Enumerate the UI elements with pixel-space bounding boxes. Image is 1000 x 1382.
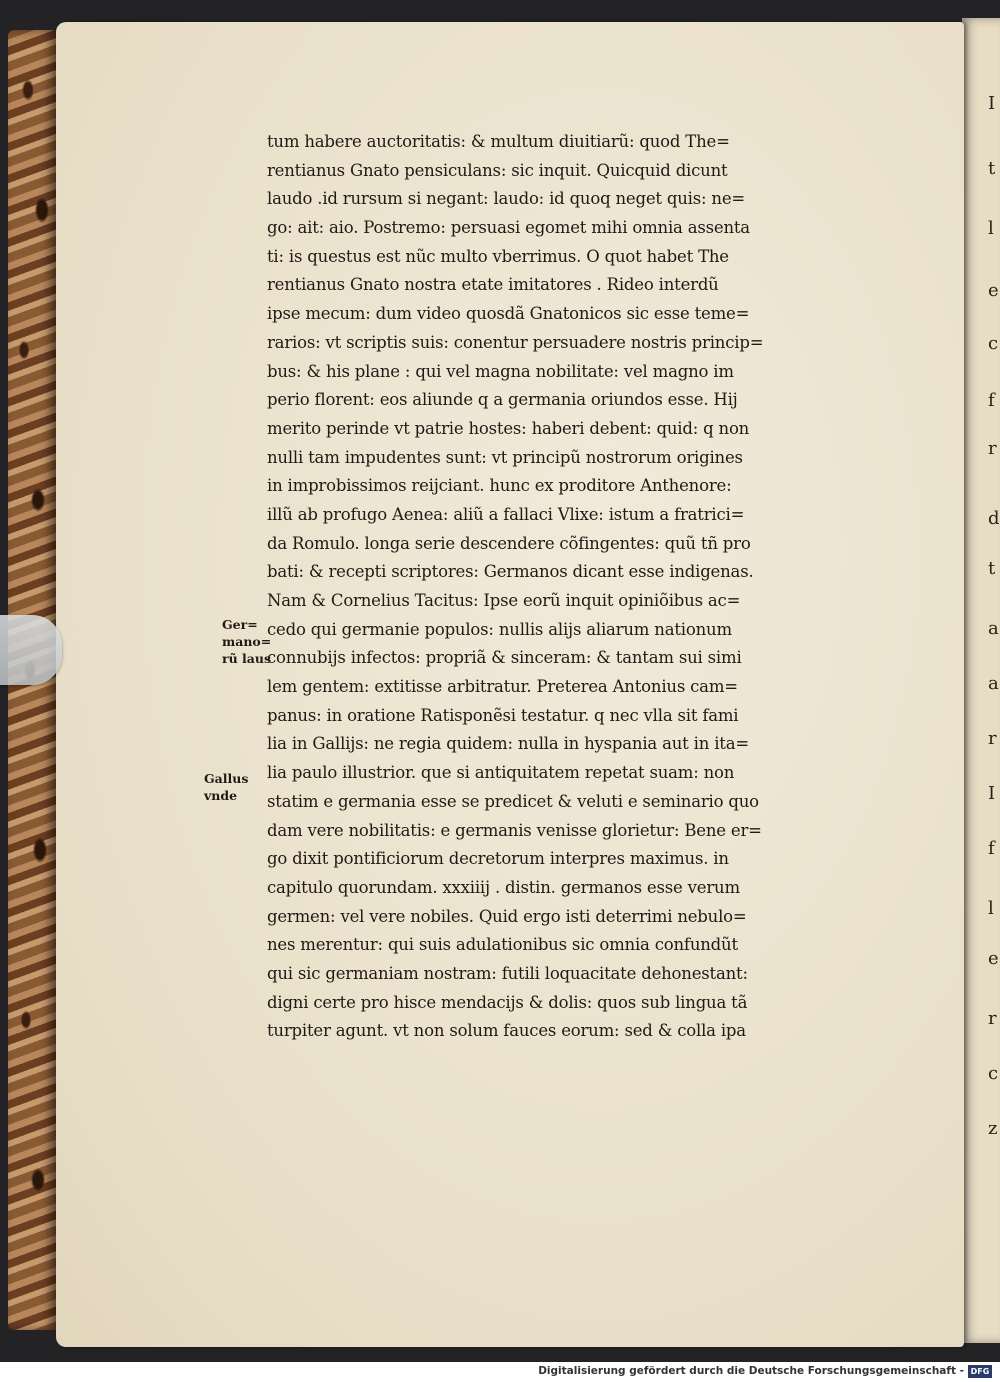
next-page-letter: t bbox=[988, 558, 996, 579]
text-line: lem gentem: extitisse arbitratur. Preterea Antonius cam= bbox=[267, 677, 738, 697]
next-page-letter: d bbox=[988, 508, 1000, 529]
text-line: bus: & his plane : qui vel magna nobilitate: vel magno im bbox=[267, 361, 734, 381]
next-page-text-fragments bbox=[968, 18, 1000, 1343]
next-page-letter: l bbox=[988, 898, 994, 919]
next-page-letter: r bbox=[988, 438, 997, 459]
page-clip bbox=[0, 615, 62, 685]
footer-credit: Digitalisierung gefördert durch die Deutsche Forschungsgemeinschaft - bbox=[538, 1365, 964, 1377]
next-page-letter: f bbox=[988, 838, 995, 859]
footer-bar bbox=[0, 1362, 1000, 1382]
text-line: laudo .id rursum si negant: laudo: id quoq neget quis: ne= bbox=[267, 189, 746, 209]
text-line: ti: is questus est nũc multo vberrimus. O quot habet The bbox=[267, 246, 729, 266]
next-page-letter: a bbox=[988, 618, 999, 639]
text-line: rentianus Gnato pensiculans: sic inquit. Quicquid dicunt bbox=[267, 160, 728, 180]
next-page-letter: l bbox=[988, 218, 994, 239]
next-page-edge bbox=[962, 18, 1000, 1343]
margin-note-gallus-unde bbox=[204, 770, 248, 804]
next-page-letter: r bbox=[988, 1008, 997, 1029]
text-line: perio florent: eos aliunde q a germania oriundos esse. Hij bbox=[267, 390, 738, 410]
text-line: rentianus Gnato nostra etate imitatores . Rideo interdũ bbox=[267, 275, 719, 295]
text-line: go dixit pontificiorum decretorum interpres maximus. in bbox=[267, 849, 729, 869]
text-line: in improbissimos reijciant. hunc ex proditore Anthenore: bbox=[267, 476, 732, 496]
text-line: digni certe pro hisce mendacijs & dolis: quos sub lingua tã bbox=[267, 992, 748, 1012]
next-page-letter: z bbox=[988, 1118, 998, 1139]
next-page-letter: c bbox=[988, 1063, 999, 1084]
text-line: bati: & recepti scriptores: Germanos dicant esse indigenas. bbox=[267, 562, 754, 582]
text-line: lia in Gallijs: ne regia quidem: nulla in hyspania aut in ita= bbox=[267, 734, 749, 754]
next-page-letter: e bbox=[988, 280, 999, 301]
text-line: nulli tam impudentes sunt: vt principũ nostrorum origines bbox=[267, 447, 743, 467]
text-line: statim e germania esse se predicet & veluti e seminario quo bbox=[267, 791, 759, 811]
next-page-letter: t bbox=[988, 158, 996, 179]
text-line: dam vere nobilitatis: e germanis venisse glorietur: Bene er= bbox=[267, 820, 762, 840]
text-line: qui sic germaniam nostram: futili loquacitate dehonestant: bbox=[267, 963, 748, 983]
text-line: ipse mecum: dum video quosdã Gnatonicos sic esse teme= bbox=[267, 304, 750, 324]
text-line: illũ ab profugo Aenea: aliũ a fallaci Vlixe: istum a fratrici= bbox=[267, 504, 745, 524]
dfg-logo: DFG bbox=[968, 1365, 992, 1378]
text-line: panus: in oratione Ratisponẽsi testatur. q nec vlla sit fami bbox=[267, 705, 739, 725]
main-text-block bbox=[267, 128, 867, 1046]
next-page-letter: I bbox=[988, 93, 996, 114]
next-page-letter: e bbox=[988, 948, 999, 969]
next-page-letter: c bbox=[988, 333, 999, 354]
text-line: cedo qui germanie populos: nullis alijs aliarum nationum bbox=[267, 619, 732, 639]
next-page-letter: r bbox=[988, 728, 997, 749]
text-line: Nam & Cornelius Tacitus: Ipse eorũ inquit opiniõibus ac= bbox=[267, 591, 741, 610]
text-line: connubijs infectos: propriã & sinceram: & tantam sui simi bbox=[267, 648, 742, 668]
margin-note-line: rũ laus bbox=[222, 651, 271, 666]
text-line: go: ait: aio. Postremo: persuasi egomet mihi omnia assenta bbox=[267, 218, 750, 238]
next-page-letter: f bbox=[988, 390, 995, 411]
text-line: rarios: vt scriptis suis: conentur persuadere nostris princip= bbox=[267, 332, 764, 352]
margin-note-line: mano= bbox=[222, 634, 272, 649]
margin-note-germanorum-laus bbox=[222, 616, 271, 667]
margin-note-line: Gallus bbox=[204, 771, 249, 786]
text-line: turpiter agunt. vt non solum fauces eorum: sed & colla ipa bbox=[267, 1021, 746, 1041]
text-line: tum habere auctoritatis: & multum diuitiarũ: quod The= bbox=[267, 132, 730, 151]
margin-note-line: Ger= bbox=[222, 617, 258, 632]
text-line: merito perinde vt patrie hostes: haberi debent: quid: q non bbox=[267, 418, 750, 438]
text-line: nes merentur: qui suis adulationibus sic omnia confundũt bbox=[267, 935, 738, 955]
next-page-letter: I bbox=[988, 783, 996, 804]
text-line: capitulo quorundam. xxxiiij . distin. germanos esse verum bbox=[267, 877, 740, 897]
margin-note-line: vnde bbox=[204, 788, 238, 803]
text-line: da Romulo. longa serie descendere cõfingentes: quũ tñ pro bbox=[267, 533, 751, 553]
text-line: germen: vel vere nobiles. Quid ergo isti deterrimi nebulo= bbox=[267, 906, 747, 926]
next-page-letter: a bbox=[988, 673, 999, 694]
text-line: lia paulo illustrior. que si antiquitatem repetat suam: non bbox=[267, 763, 735, 783]
